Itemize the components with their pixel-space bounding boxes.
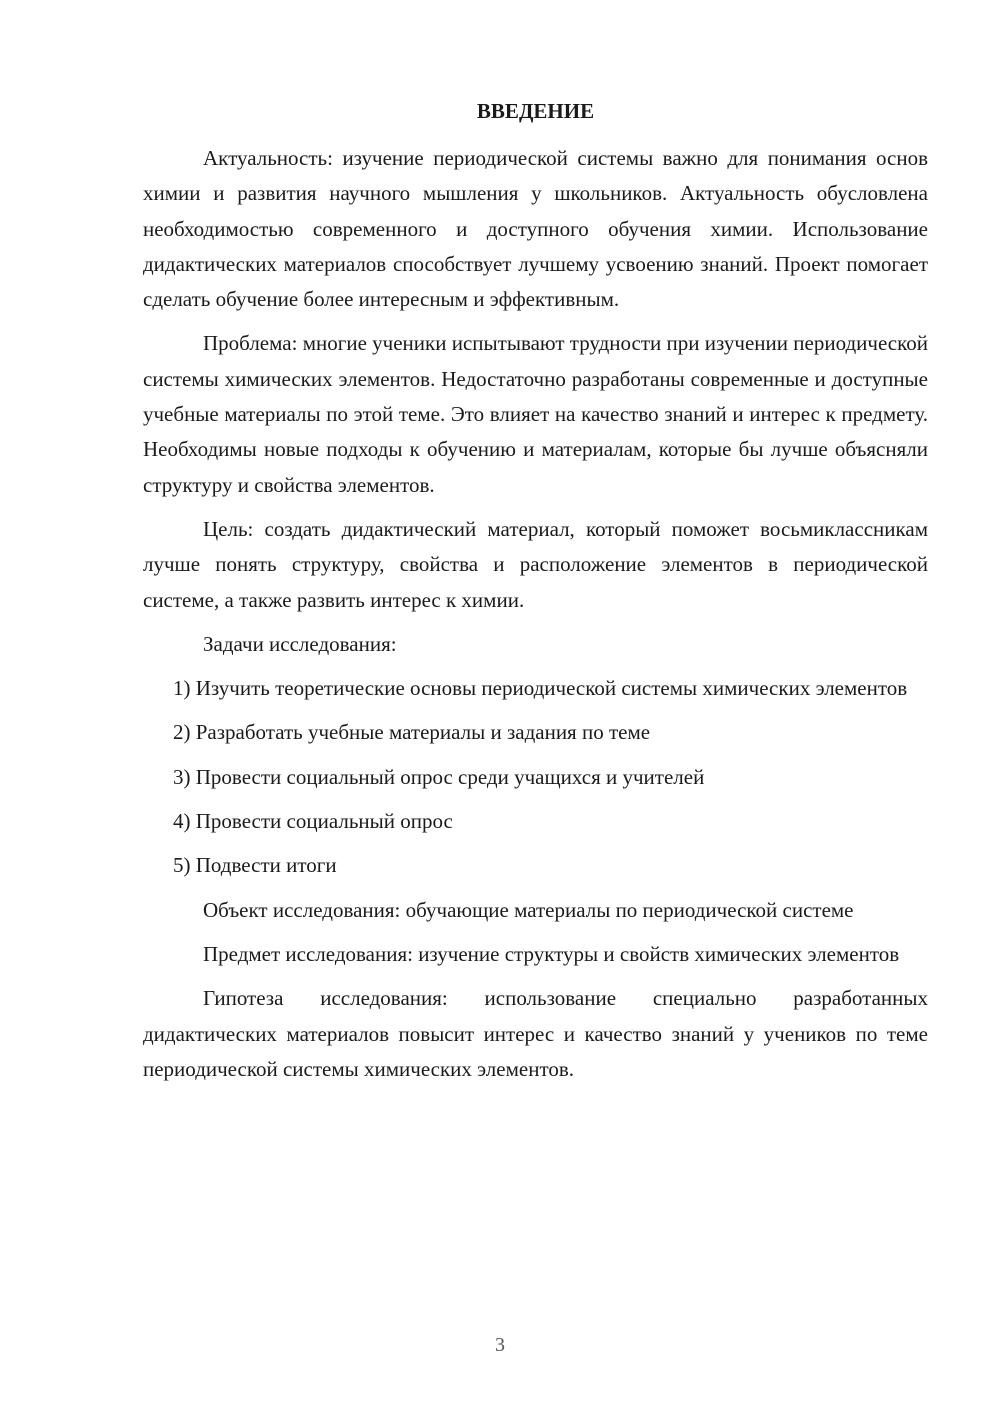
paragraph-goal: Цель: создать дидактический материал, который поможет восьмиклассникам лучше понять структуру, свойства и расположение элементов в периодической системе, а также развить интерес к химии. bbox=[143, 516, 928, 612]
paragraph-object: Объект исследования: обучающие материалы по периодической системе bbox=[203, 897, 854, 922]
paragraph-relevance: Актуальность: изучение периодической системы важно для понимания основ химии и развития научного мышления у школьников. Актуальность обусловлена необходимостью современного и доступного обучения химии. Использование дидактических материалов способствует лучшему усвоению знаний. Проект помогает сделать обучение более интересным и эффективным. bbox=[143, 146, 928, 312]
task-item: 5) Подвести итоги bbox=[173, 853, 337, 878]
section-title: ВВЕДЕНИЕ bbox=[476, 99, 595, 123]
document-page bbox=[143, 94, 928, 1096]
paragraph-hypothesis: Гипотеза исследования: использование специально разработанных дидактических материалов повысит интерес и качество знаний у учеников по теме периодической системы химических элементов. bbox=[143, 986, 928, 1081]
task-item: 1) Изучить теоретические основы периодической системы химических элементов bbox=[173, 676, 908, 701]
task-item: 2) Разработать учебные материалы и задания по теме bbox=[173, 720, 651, 745]
task-item: 3) Провести социальный опрос среди учащихся и учителей bbox=[173, 764, 705, 789]
page-number: 3 bbox=[495, 1334, 505, 1356]
paragraph-subject: Предмет исследования: изучение структуры и свойств химических элементов bbox=[203, 941, 900, 966]
paragraph-problem: Проблема: многие ученики испытывают трудности при изучении периодической системы химических элементов. Недостаточно разработаны современные и доступные учебные материалы по этой теме. Это влияет на качество знаний и интерес к предмету. Необходимы новые подходы к обучению и материалам, которые бы лучше объясняли структуру и свойства элементов. bbox=[143, 331, 928, 497]
tasks-heading: Задачи исследования: bbox=[203, 631, 397, 656]
task-item: 4) Провести социальный опрос bbox=[173, 809, 453, 834]
